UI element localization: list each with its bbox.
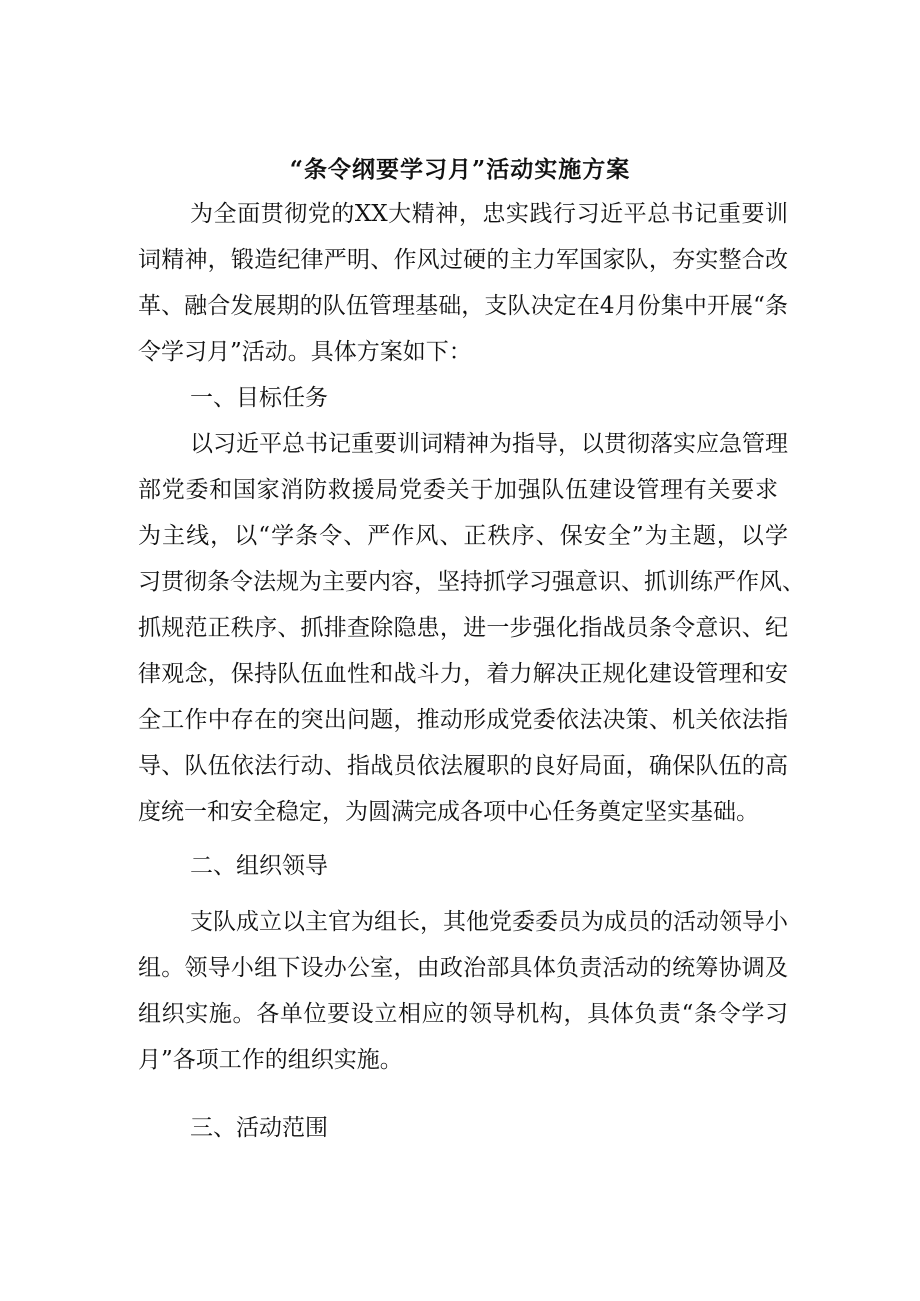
intro-line-4: 令学习月”活动。具体方案如下： bbox=[138, 339, 472, 365]
intro-line-3: 革、融合发展期的队伍管理基础，支队决定在4月份集中开展“条 bbox=[138, 293, 788, 319]
section1-line-6: 律观念，保持队伍血性和战斗力，着力解决正规化建设管理和安 bbox=[138, 661, 788, 687]
section1-line-9: 度统一和安全稳定，为圆满完成各项中心任务奠定坚实基础。 bbox=[138, 799, 759, 825]
section-heading-scope: 三、活动范围 bbox=[190, 1115, 328, 1141]
intro-line-2: 词精神，锻造纪律严明、作风过硬的主力军国家队，夯实整合改 bbox=[138, 247, 788, 273]
section2-line-1: 支队成立以主官为组长，其他党委委员为成员的活动领导小 bbox=[190, 909, 788, 935]
section1-line-1: 以习近平总书记重要训词精神为指导，以贯彻落实应急管理 bbox=[190, 431, 788, 457]
section2-line-2: 组。领导小组下设办公室，由政治部具体负责活动的统筹协调及 bbox=[138, 955, 788, 981]
section1-line-5: 抓规范正秩序、抓排查除隐患，进一步强化指战员条令意识、纪 bbox=[138, 615, 788, 641]
document-title: “条令纲要学习月”活动实施方案 bbox=[289, 156, 631, 183]
section1-line-2: 部党委和国家消防救援局党委关于加强队伍建设管理有关要求 bbox=[138, 477, 778, 503]
section1-line-8: 导、队伍依法行动、指战员依法履职的良好局面，确保队伍的高 bbox=[138, 753, 788, 779]
section1-line-4: 习贯彻条令法规为主要内容，坚持抓学习强意识、抓训练严作风、 bbox=[138, 569, 805, 595]
section1-line-3: 为主线，以“学条令、严作风、正秩序、保安全”为主题，以学 bbox=[138, 523, 788, 549]
section-heading-goals: 一、目标任务 bbox=[190, 385, 328, 411]
section1-line-7: 全工作中存在的突出问题，推动形成党委依法决策、机关依法指 bbox=[138, 707, 788, 733]
section-heading-leadership: 二、组织领导 bbox=[190, 853, 328, 879]
section2-line-3: 组织实施。各单位要设立相应的领导机构，具体负责“条令学习 bbox=[138, 1001, 788, 1027]
intro-line-1: 为全面贯彻党的XX大精神，忠实践行习近平总书记重要训 bbox=[190, 201, 788, 227]
section2-line-4: 月”各项工作的组织实施。 bbox=[138, 1047, 403, 1073]
